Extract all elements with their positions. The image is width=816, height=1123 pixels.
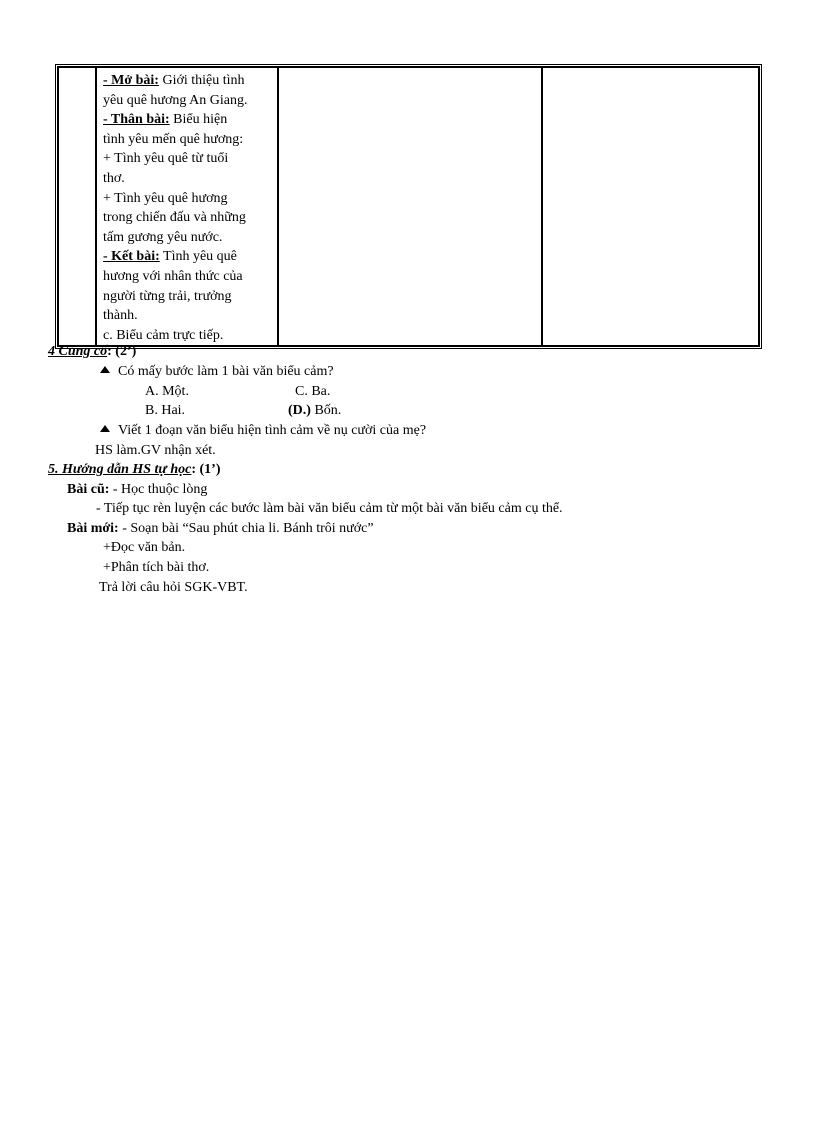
body-heading: - Thân bài: <box>103 112 170 128</box>
section4-heading: 4 Củng cố: (2’) <box>48 344 137 359</box>
option-d: (D.) Bốn. <box>288 403 342 418</box>
new-lesson-item-3: Trả lời câu hỏi SGK-VBT. <box>99 580 248 595</box>
old-lesson: Bài cũ: - Học thuộc lòng <box>67 482 208 497</box>
option-a: A. Một. <box>145 384 189 399</box>
table-cell-index <box>58 67 96 346</box>
triangle-bullet-icon <box>100 425 110 432</box>
lesson-table <box>55 64 762 349</box>
question-1: Có mấy bước làm 1 bài văn biểu cảm? <box>100 364 334 380</box>
conclusion-heading: - Kết bài: <box>103 249 160 265</box>
option-b: B. Hai. <box>145 403 186 418</box>
new-lesson: Bài mới: - Soạn bài “Sau phút chia li. Bánh trôi nước” <box>67 521 374 536</box>
option-c: C. Ba. <box>295 384 331 399</box>
section5-heading: 5. Hướng dẫn HS tự học: (1’) <box>48 462 221 477</box>
question-2: Viết 1 đoạn văn biểu hiện tình cảm về nụ cười của mẹ? <box>100 423 426 439</box>
table-cell-notes <box>542 67 759 346</box>
new-lesson-item-2: +Phân tích bài thơ. <box>103 560 210 575</box>
old-lesson-detail: - Tiếp tục rèn luyện các bước làm bài văn biểu cảm từ một bài văn biểu cảm cụ thể. <box>96 501 563 516</box>
teacher-note: HS làm.GV nhận xét. <box>95 443 216 458</box>
table-cell-content: - Mở bài: Giới thiệu tình yêu quê hương An Giang. - Thân bài: Biểu hiện tình yêu mến quê hương: + Tình yêu quê từ tuổi thơ. + Tình yêu quê hương trong chiến đấu và những tấm gương yêu nước. - Kết bài: Tình yêu quê hương với nhân thức của người từng trải, trưởng thành. c. Biểu cảm trực tiếp. <box>96 67 278 346</box>
new-lesson-item-1: +Đọc văn bản. <box>103 540 186 555</box>
table-cell-teacher <box>278 67 542 346</box>
intro-heading: - Mở bài: <box>103 73 159 88</box>
triangle-bullet-icon <box>100 366 110 373</box>
answer-mark: (D.) <box>288 403 311 418</box>
